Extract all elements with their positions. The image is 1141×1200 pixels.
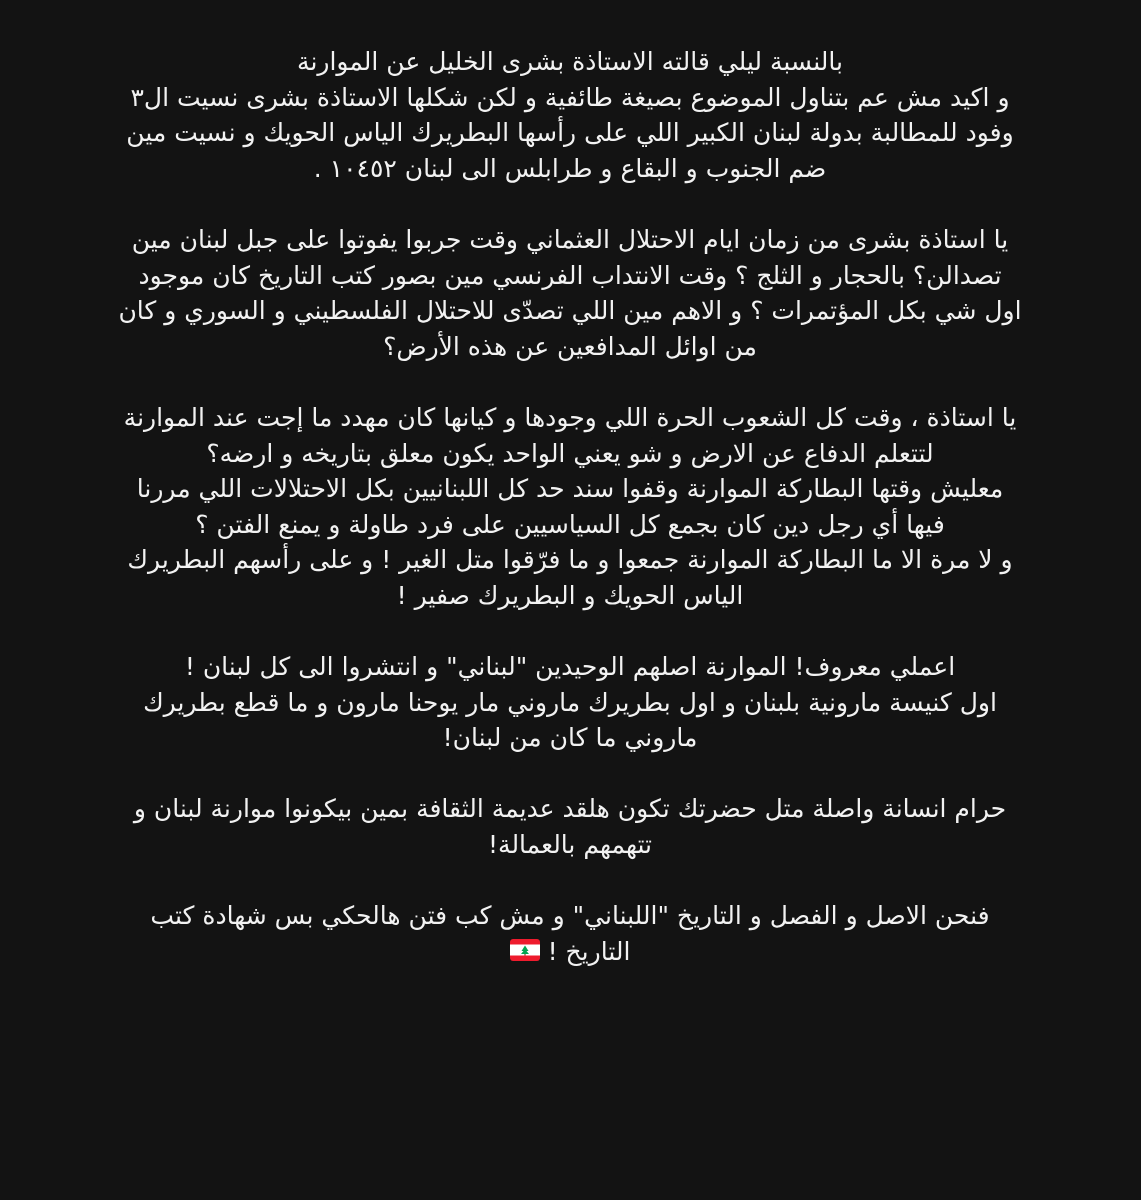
text-line: فنحن الاصل و الفصل و التاريخ "اللبناني" و مش كب فتن هالحكي بس شهادة كتب <box>150 901 990 931</box>
text-line: التاريخ ! <box>547 936 631 966</box>
story-text-block <box>60 44 1080 1006</box>
text-line: يا استاذة بشرى من زمان ايام الاحتلال العثماني وقت جربوا يفوتوا على جبل لبنان مين <box>131 224 1009 254</box>
text-line: اول شي بكل المؤتمرات ؟ و الاهم مين اللي تصدّى للاحتلال الفلسطيني و السوري و كان <box>118 296 1022 326</box>
text-line: حرام انسانة واصلة متل حضرتك تكون هلقد عديمة الثقافة بمين بيكونوا موارنة لبنان و <box>133 794 1007 824</box>
text-line: تتهمهم بالعمالة! <box>488 830 652 860</box>
text-line: ماروني ما كان من لبنان! <box>442 723 698 753</box>
text-line: تصدالن؟ بالحجار و الثلج ؟ وقت الانتداب الفرنسي مين بصور كتب التاريخ كان موجود <box>138 260 1002 290</box>
text-line: معليش وقتها البطاركة الموارنة وقفوا سند حد كل اللبنانيين بكل الاحتلالات اللي مررنا <box>136 474 1004 504</box>
paragraph-2 <box>60 222 1080 364</box>
text-line: و اكيد مش عم بتناول الموضوع بصيغة طائفية و لكن شكلها الاستاذة بشرى نسيت ال٣ <box>130 82 1010 112</box>
text-line: من اوائل المدافعين عن هذه الأرض؟ <box>383 331 757 361</box>
paragraph-3 <box>60 400 1080 614</box>
paragraph-4 <box>60 649 1080 756</box>
text-line-with-flag <box>60 934 1080 971</box>
text-line: ضم الجنوب و البقاع و طرابلس الى لبنان ١٠٤٥٢ . <box>313 153 827 183</box>
text-line: اعملي معروف! الموارنة اصلهم الوحيدين "لبناني" و انتشروا الى كل لبنان ! <box>184 652 956 682</box>
text-line: لتتعلم الدفاع عن الارض و شو يعني الواحد يكون معلق بتاريخه و ارضه؟ <box>206 438 934 468</box>
text-line: وفود للمطالبة بدولة لبنان الكبير اللي على رأسها البطريرك الياس الحويك و نسيت مين <box>126 118 1014 148</box>
paragraph-6 <box>60 898 1080 970</box>
lebanon-flag-icon <box>510 935 540 971</box>
text-line: الياس الحويك و البطريرك صفير ! <box>396 580 744 610</box>
paragraph-1 <box>60 44 1080 186</box>
paragraph-5 <box>60 791 1080 862</box>
text-line: يا استاذة ، وقت كل الشعوب الحرة اللي وجودها و كيانها كان مهدد ما إجت عند الموارنة <box>123 402 1017 432</box>
text-line: و لا مرة الا ما البطاركة الموارنة جمعوا و ما فرّقوا متل الغير ! و على رأسهم البطريرك <box>127 545 1013 575</box>
text-line: اول كنيسة مارونية بلبنان و اول بطريرك ماروني مار يوحنا مارون و ما قطع بطريرك <box>143 687 997 717</box>
text-line: فيها أي رجل دين كان بجمع كل السياسيين على فرد طاولة و يمنع الفتن ؟ <box>195 509 945 539</box>
text-line: بالنسبة ليلي قالته الاستاذة بشرى الخليل عن الموارنة <box>297 47 843 76</box>
